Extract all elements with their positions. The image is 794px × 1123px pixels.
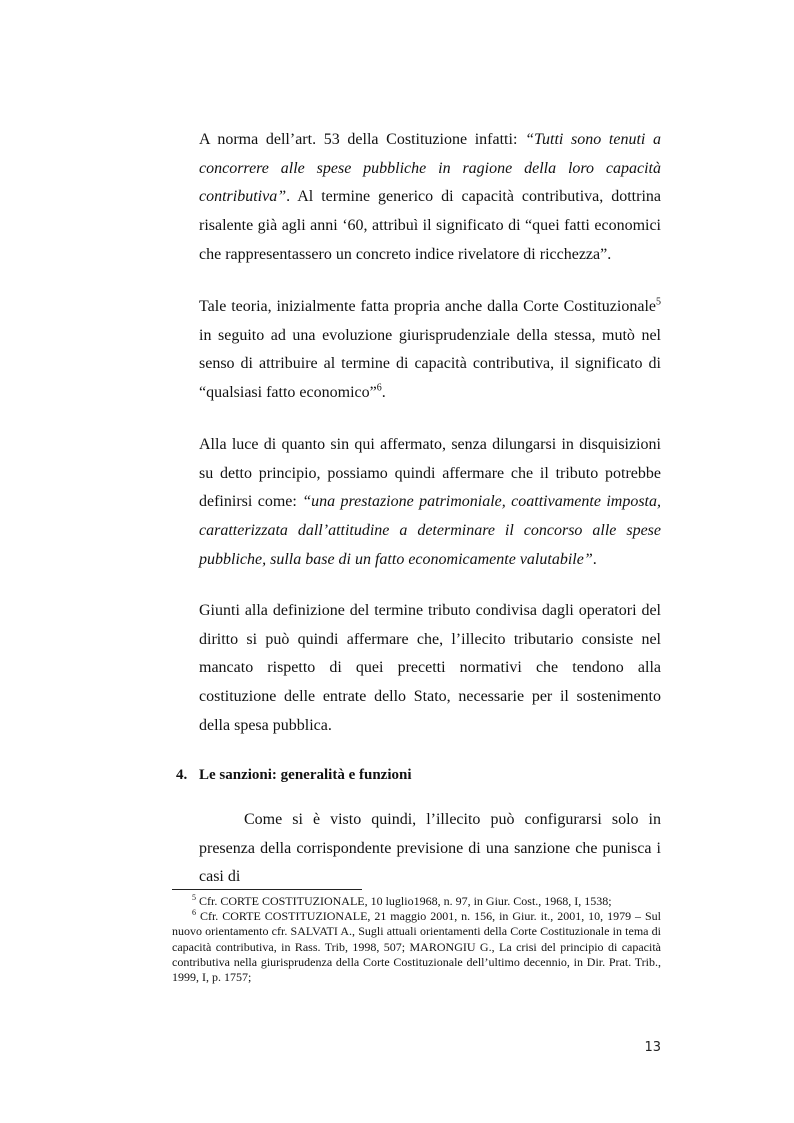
paragraph-text: . [592,550,597,568]
paragraph-text: . [381,384,386,402]
footnote-divider [172,889,362,890]
constitution-quote: “Tutti sono tenuti a concorrere alle spese pubbliche in ragione della loro capacità contributiva” [199,131,662,206]
footnotes [172,894,661,985]
paragraph-text: . Al termine generico di capacità contributiva, dottrina risalente già agli anni ‘60, attribuì il significato di “quei fatti economici che rappresentassero un concreto indice rivelatore di ricchezza”. [199,188,661,263]
paragraph-illecito-tributario [199,597,661,741]
paragraph-sanzioni [199,806,661,892]
paragraph-tributo-definition [199,431,661,575]
page-number: 13 [644,1040,661,1055]
footnote-reference[interactable]: 6 [376,382,382,394]
footnote-text: Cfr. CORTE COSTITUZIONALE, 10 luglio1968, n. 97, in Giur. Cost., 1968, I, 1538; [196,894,612,908]
paragraph-text: Alla luce di quanto sin qui affermato, senza dilungarsi in disquisizioni su detto principio, possiamo quindi affermare che il tributo potrebbe definirsi come: [199,436,661,511]
footnote-mark: 5 [192,893,196,902]
paragraph-text: in seguito ad una evoluzione giurisprudenziale della stessa, mutò nel senso di attribuire al termine di capacità contributiva, il significato di “qualsiasi fatto economico” [199,326,661,402]
paragraph-text: A norma dell’art. 53 della Costituzione infatti: [199,131,526,148]
footnote-6 [172,909,661,985]
paragraph-art-53 [199,126,661,270]
paragraph-text: Come si è visto quindi, l’illecito può configurarsi solo in presenza della corrispondente previsione di una sanzione che punisca i casi di [199,811,661,886]
tributo-quote: “una prestazione patrimoniale, coattivamente imposta, caratterizzata dall’attitudine a determinare il concorso alle spese pubbliche, sulla base di un fatto economicamente valutabile” [199,493,662,568]
section-title: Le sanzioni: generalità e funzioni [199,767,412,783]
footnote-text: Cfr. CORTE COSTITUZIONALE, 21 maggio 2001, n. 156, in Giur. it., 2001, 10, 1979 – Sul nuovo orientamento cfr. SALVATI A., Sugli attuali orientamenti della Corte Costituzionale in tema di capacità contributiva, in Rass. Trib, 1998, 507; MARONGIU G., La crisi del principio di capacità contributiva nella giurisprudenza della Corte Costituzionale dell’ultimo decennio, in Dir. Prat. Trib., 1999, I, p. 1757; [172,909,661,985]
section-heading [176,767,412,784]
section-number: 4. [176,767,188,783]
paragraph-text: Giunti alla definizione del termine tributo condivisa dagli operatori del diritto si può quindi affermare che, l’illecito tributario consiste nel mancato rispetto di quei precetti normativi che tendono alla costituzione delle entrate dello Stato, necessarie per il sostenimento della spesa pubblica. [199,602,661,734]
paragraph-text: Tale teoria, inizialmente fatta propria anche dalla Corte Costituzionale [199,298,656,315]
paragraph-corte-costituzionale [199,293,661,408]
footnote-5 [172,894,661,909]
footnote-reference[interactable]: 5 [656,296,661,308]
footnote-mark: 6 [192,908,196,918]
